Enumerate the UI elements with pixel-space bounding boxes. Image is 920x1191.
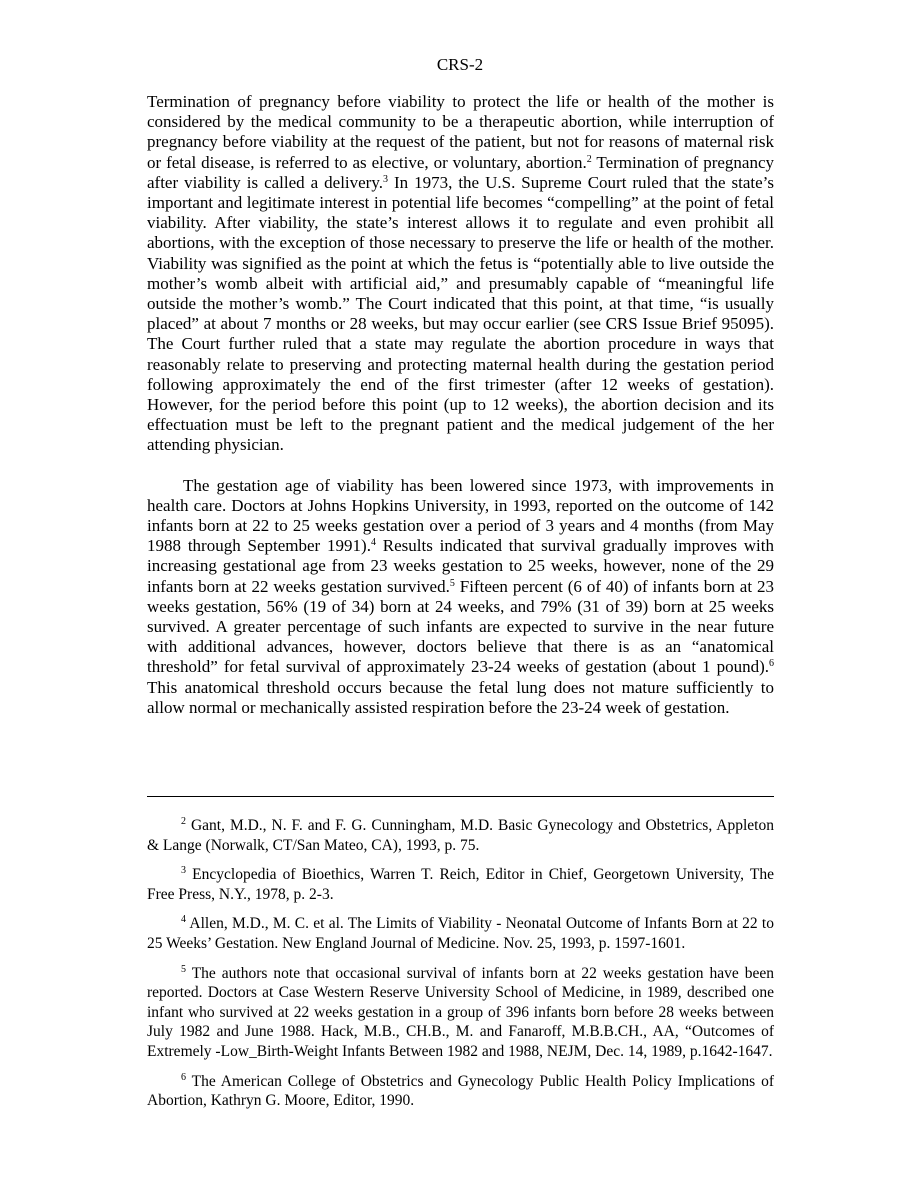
footnote-number: 2	[181, 816, 186, 827]
page-header: CRS-2	[436, 55, 484, 74]
footnote-text: Gant, M.D., N. F. and F. G. Cunningham, M.D. Basic Gynecology and Obstetrics, Appleton & Lange (Norwalk, CT/San Mateo, CA), 1993, p. 75.	[147, 817, 774, 854]
paragraph-text: The gestation age of viability has been lowered since 1973, with improvements in health care. Doctors at Johns Hopkins University, in 1993, reported on the outcome of 142 infants born at 22 to 25 weeks gestation over a period of 3 years and 4 months (from May 1988 through September 1991).	[147, 475, 774, 556]
paragraph-text: This anatomical threshold occurs because the fetal lung does not mature sufficiently to allow normal or mechanically assisted respiration before the 23-24 week of gestation.	[147, 677, 774, 717]
paragraph-text: Fifteen percent (6 of 40) of infants born at 23 weeks gestation, 56% (19 of 34) born at 24 weeks, and 79% (31 of 39) born at 25 weeks survived. A greater percentage of such infants are expected to survive in the near future with additional advances, however, doctors believe that there is as an “anatomical threshold” for fetal survival of approximately 23-24 weeks of gestation (about 1 pound).	[147, 576, 774, 677]
paragraph-therapeutic-abortion	[147, 92, 774, 456]
footnote-5	[147, 964, 774, 1062]
footnote-number: 4	[181, 914, 186, 926]
footnotes	[147, 816, 774, 1121]
footnote-4	[147, 914, 774, 953]
footnote-number: 6	[181, 1071, 186, 1083]
footnote-6	[147, 1072, 774, 1111]
footnote-2	[147, 816, 774, 855]
footnote-ref: 6	[769, 658, 774, 670]
body-text	[147, 92, 774, 718]
footnote-ref: 4	[370, 537, 376, 549]
paragraph-text: In 1973, the U.S. Supreme Court ruled that the state’s important and legitimate interest in potential life becomes “compelling” at the point of fetal viability. After viability, the state’s interest allows it to regulate and even prohibit all abortions, with the exception of those necessary to preserve the life or health of the mother. Viability was signified as the point at which the fetus is “potentially able to live outside the mother’s womb albeit with artificial aid,” and presumably capable of “meaningful life outside the mother’s womb.” The Court indicated that this point, at that time, “is usually placed” at about 7 months or 28 weeks, but may occur earlier (see CRS Issue Brief 95095). The Court further ruled that a state may regulate the abortion procedure in ways that reasonably relate to preserving and protecting maternal health during the gestation period following approximately the end of the first trimester (after 12 weeks of gestation). However, for the period before this point (up to 12 weeks), the abortion decision and its effectuation must be left to the pregnant patient and the medical judgement of the her attending physician.	[147, 172, 775, 455]
footnote-ref: 3	[383, 173, 388, 185]
paragraph-text: Termination of pregnancy after viability is called a delivery.	[147, 152, 775, 192]
footnote-text: The authors note that occasional survival of infants born at 22 weeks gestation have been reported. Doctors at Case Western Reserve University School of Medicine, in 1989, described one infant who survived at 22 weeks gestation in a group of 396 infants born before 28 weeks between July 1982 and June 1988. Hack, M.B., CH.B., M. and Fanaroff, M.B.B.CH., AA, “Outcomes of Extremely -Low_Birth-Weight Infants Between 1982 and 1988, NEJM, Dec. 14, 1989, p.1642-1647.	[147, 964, 774, 1060]
footnote-ref: 2	[586, 153, 592, 165]
paragraph-text: Results indicated that survival gradually improves with increasing gestational age from 23 weeks gestation to 25 weeks, however, none of the 29 infants born at 22 weeks gestation survived.	[147, 536, 774, 596]
paragraph-viability-age	[147, 476, 774, 718]
footnote-ref: 5	[449, 577, 455, 589]
footnote-text: Allen, M.D., M. C. et al. The Limits of Viability - Neonatal Outcome of Infants Born at 22 to 25 Weeks’ Gestation. New England Journal of Medicine. Nov. 25, 1993, p. 1597-1601.	[147, 915, 774, 952]
footnote-text: The American College of Obstetrics and Gynecology Public Health Policy Implications of Abortion, Kathryn G. Moore, Editor, 1990.	[147, 1072, 774, 1110]
footnote-divider	[147, 796, 774, 797]
footnote-text: Encyclopedia of Bioethics, Warren T. Reich, Editor in Chief, Georgetown University, The Free Press, N.Y., 1978, p. 2-3.	[147, 866, 774, 903]
footnote-3	[147, 865, 774, 904]
footnote-number: 3	[181, 865, 186, 877]
footnote-number: 5	[181, 963, 186, 975]
paragraph-text: Termination of pregnancy before viability to protect the life or health of the mother is considered by the medical community to be a therapeutic abortion, while interruption of pregnancy before viability at the request of the patient, but not for reasons of maternal risk or fetal disease, is referred to as elective, or voluntary, abortion.	[147, 92, 774, 172]
